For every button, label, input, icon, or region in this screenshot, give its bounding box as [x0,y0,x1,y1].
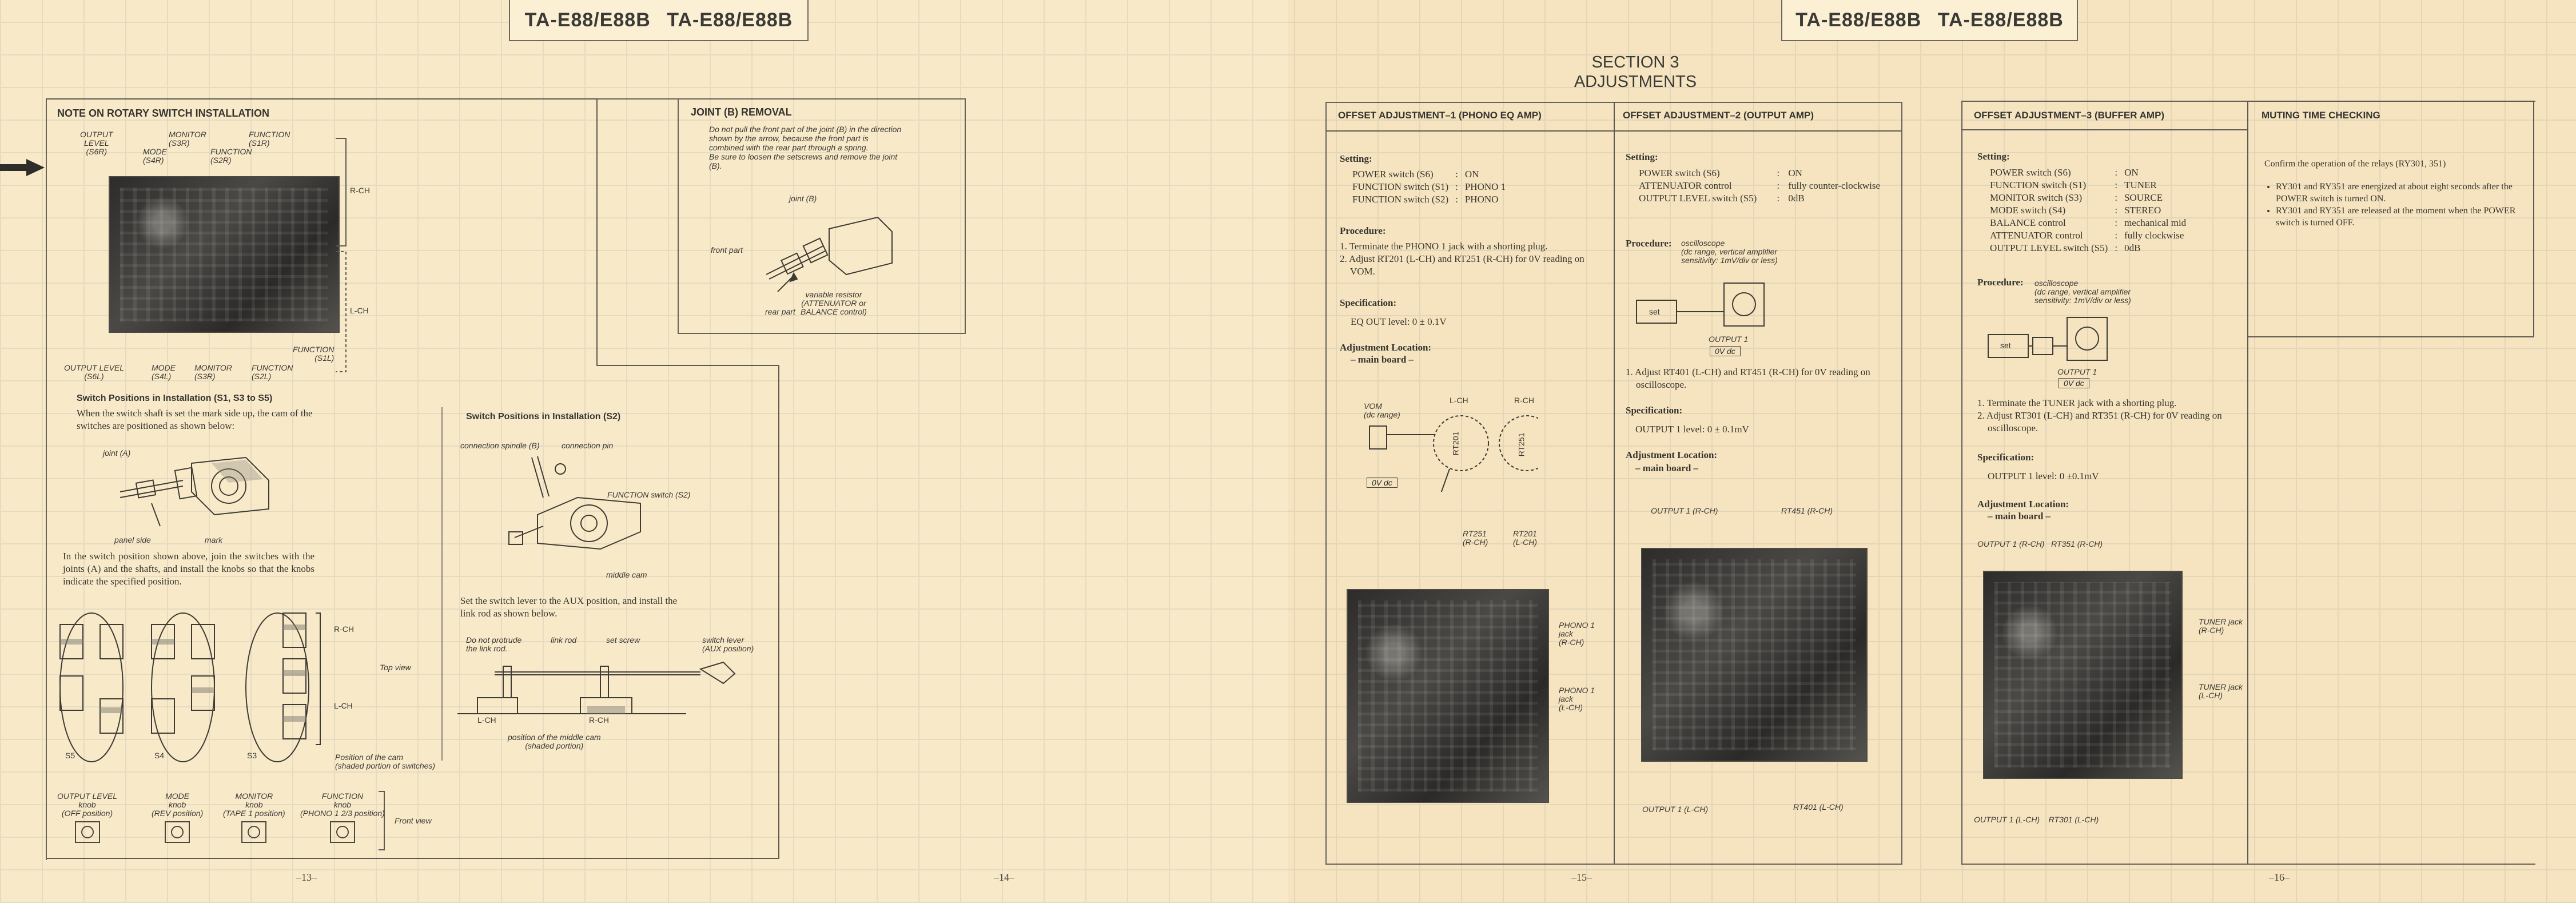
label-link-rod: link rod [551,635,577,645]
label-function-s2l: FUNCTION (S2L) [252,363,293,381]
knob-item [223,792,285,843]
oscilloscope-diagram-2 [1635,275,1767,337]
offset1-spec-value: EQ OUT level: 0 ± 0.1V [1351,316,1447,327]
label-bubble-lch: L-CH [1450,396,1468,405]
offset2-setting-colon: : [1777,193,1780,204]
link-rod-diagram [455,652,746,738]
switch-positions-text: When the switch shaft is set the mark side up, the cam of the switches are positioned as shown below: [77,408,313,431]
knob-item [152,792,203,843]
offset1-setting-row [1352,181,1506,193]
offset3-setting-colon: : [2115,205,2118,216]
knob-sub: knob [78,800,96,809]
offset2-setting-value: fully counter-clockwise [1788,180,1880,191]
offset1-location-label: Adjustment Location: [1340,342,1432,353]
offset3-setting-row [1990,204,2186,217]
label-bubble-rch: R-CH [1514,396,1534,405]
label-middle-cam: middle cam [606,570,647,579]
offset2-setting-colon: : [1777,180,1780,191]
offset3-setting-colon: : [2115,167,2118,178]
muting-bullets [2253,181,2536,229]
knob-pos: (TAPE 1 position) [223,809,285,818]
offset2-setting-key: OUTPUT LEVEL switch (S5) [1639,193,1757,204]
muting-intro: Confirm the operation of the relays (RY301, 351) [2264,159,2446,169]
offset2-setting-row [1639,167,1890,180]
label-phono-r: PHONO 1 jack (R-CH) [1559,620,1595,647]
knob-pos: (PHONO 1 2/3 position) [300,809,385,818]
offset3-setting-colon: : [2115,180,2118,190]
offset2-setting-value: ON [1788,168,1802,178]
offset2-title: OFFSET ADJUSTMENT–2 (OUTPUT AMP) [1623,110,1814,121]
offset3-setting-key: MONITOR switch (S3) [1990,192,2083,203]
knob-item [57,792,117,843]
label-rt451: RT451 (R-CH) [1781,506,1833,515]
offset3-setting-colon: : [2115,242,2118,253]
label-oscilloscope-3: oscilloscope (dc range, vertical amplifier sensitivity: 1mV/div or less) [2034,279,2131,305]
label-front-part: front part [711,245,743,254]
offset1-procedure-label: Procedure: [1340,225,1386,236]
label-top-view: Top view [380,663,411,672]
offset3-setting-row [1990,229,2186,242]
knob-name: OUTPUT LEVEL [57,791,118,801]
label-switch-lever: switch lever (AUX position) [702,635,754,653]
label-middle-cam-position: position of the middle cam (shaded portion) [508,733,601,750]
label-set-2: set [1649,307,1660,316]
label-output1-2: OUTPUT 1 [1709,335,1749,344]
offset3-setting-value: TUNER [2124,180,2157,190]
knob-sub: knob [245,800,263,809]
rotary-title: NOTE ON ROTARY SWITCH INSTALLATION [57,108,269,119]
rch-lch-bracket [335,137,363,377]
label-variable-resistor: variable resistor (ATTENUATOR or BALANCE control) [801,290,867,316]
offset3-setting-label: Setting: [1977,151,2010,162]
label-out1-l-3: OUTPUT 1 (L-CH) RT301 (L-CH) [1974,815,2099,824]
offset3-setting-value: fully clockwise [2124,230,2184,241]
offset3-setting-colon: : [2115,192,2118,203]
s2-text: Set the switch lever to the AUX position, and install the link rod as shown below. [460,595,678,619]
arrow-right-icon [0,159,45,176]
label-rch-cam: R-CH [334,624,354,634]
offset1-title: OFFSET ADJUSTMENT–1 (PHONO EQ AMP) [1338,110,1542,121]
offset3-setting-key: BALANCE control [1990,217,2066,228]
muting-title: MUTING TIME CHECKING [2262,110,2380,121]
label-function-s1r: FUNCTION (S1R) [249,130,290,148]
offset3-procedure-label: Procedure: [1977,277,2024,288]
offset2-zero-dc [1710,346,1741,357]
offset1-step: 2. Adjust RT201 (L-CH) and RT251 (R-CH) for 0V reading on VOM. [1340,253,1584,277]
offset3-setting-row [1990,179,2186,192]
knob-icon [165,821,190,843]
label-lch-cam: L-CH [334,701,353,710]
label-joint-b: joint (B) [789,194,817,203]
page-number-15: –15– [1571,872,1592,883]
offset2-setting-row [1639,192,1890,205]
offset3-setting-row [1990,217,2186,229]
label-mode-r: MODE (S4R) [143,147,167,165]
label-s4: S4 [154,751,165,760]
joint-b-title: JOINT (B) REMOVAL [691,106,792,118]
offset2-board: – main board – [1635,463,1699,474]
cam-positions-diagram [51,607,383,767]
offset3-setting-value: 0dB [2124,242,2141,253]
offset2-step: 1. Adjust RT401 (L-CH) and RT451 (R-CH) for 0V reading on oscilloscope. [1626,367,1870,390]
label-front-view: Front view [395,816,432,825]
label-rear-part: rear part [765,307,795,316]
label-out1-r-3: OUTPUT 1 (R-CH) RT351 (R-CH) [1977,539,2103,548]
section-title [1521,53,1750,92]
offset2-board-photo [1641,548,1868,762]
section-name: ADJUSTMENTS [1574,73,1697,91]
header-right: TA-E88/E88B TA-E88/E88B [1781,0,2078,41]
label-phono-l: PHONO 1 jack (L-CH) [1559,686,1595,712]
label-rt401: RT401 (L-CH) [1793,802,1844,811]
offset1-setting-colon: : [1455,194,1458,205]
offset3-setting-key: FUNCTION switch (S1) [1990,180,2087,190]
offset2-spec-value: OUTPUT 1 level: 0 ± 0.1mV [1635,424,1749,435]
offset2-spec-label: Specification: [1626,405,1683,416]
knob-icon [75,821,100,843]
label-set-screw: set screw [606,635,640,645]
label-lch: L-CH [350,306,369,315]
label-lch-link: L-CH [477,715,496,725]
knob-sub: knob [168,800,186,809]
label-tuner-r: TUNER jack (R-CH) [2199,617,2243,635]
offset3-board-photo [1983,571,2183,779]
rotary-switch-photo [109,176,340,333]
offset2-procedure-label: Procedure: [1626,238,1672,249]
offset3-settings-table [1990,166,2186,254]
offset2-setting-label: Setting: [1626,152,1658,162]
joint-b-diagram [755,206,909,292]
label-rch-link: R-CH [589,715,609,725]
label-monitor-l: MONITOR (S3R) [194,363,232,381]
offset3-setting-colon: : [2115,230,2118,241]
section-number: SECTION 3 [1591,53,1679,71]
offset3-step: 2. Adjust RT301 (L-CH) and RT351 (R-CH) for 0V reading on oscilloscope. [1977,410,2222,433]
offset1-setting-key: FUNCTION switch (S2) [1352,194,1449,205]
offset3-setting-value: SOURCE [2124,192,2163,203]
offset1-zero-dc [1367,478,1398,488]
offset1-steps [1340,240,1591,278]
label-oscilloscope-2: oscilloscope (dc range, vertical amplifier sensitivity: 1mV/div or less) [1681,238,1778,265]
offset3-step: 1. Terminate the TUNER jack with a shorting plug. [1977,397,2177,408]
label-do-not-protrude: Do not protrude the link rod. [466,635,522,653]
offset3-setting-row [1990,192,2186,204]
label-connection-pin: connection pin [562,441,614,450]
label-rt251: RT251 (R-CH) [1463,529,1488,547]
front-view-bracket [377,790,395,853]
label-cam-position: Position of the cam (shaded portion of switches) [335,753,436,770]
offset2-setting-colon: : [1777,168,1780,178]
offset1-settings-table [1352,168,1506,206]
offset1-board: – main board – [1351,354,1414,365]
offset1-setting-row [1352,168,1506,181]
page-number-16: –16– [2269,872,2290,883]
offset2-steps [1626,366,1877,391]
offset3-setting-value: mechanical mid [2124,217,2187,228]
label-output1-3: OUTPUT 1 [2057,367,2097,376]
offset1-setting-label: Setting: [1340,153,1372,164]
label-out1-r-2: OUTPUT 1 (R-CH) [1651,506,1718,515]
label-bubble-rt201: RT201 [1451,431,1460,456]
label-mark: mark [205,535,223,544]
page-number-14: –14– [994,872,1014,883]
label-s3: S3 [247,751,257,760]
label-monitor-r: MONITOR (S3R) [169,130,206,148]
offset2-location-label: Adjustment Location: [1626,449,1718,460]
knob-name: FUNCTION [321,791,364,801]
header-left: TA-E88/E88B TA-E88/E88B [509,0,809,41]
label-function-s1l: FUNCTION (S1L) [293,345,335,363]
offset1-setting-key: FUNCTION switch (S1) [1352,181,1449,192]
offset2-setting-key: POWER switch (S6) [1639,168,1720,178]
offset3-setting-value: ON [2124,167,2139,178]
offset3-setting-key: MODE switch (S4) [1990,205,2066,216]
offset2-setting-key: ATTENUATOR control [1639,180,1732,191]
knob-icon [330,821,355,843]
offset3-spec-label: Specification: [1977,452,2034,463]
offset1-step: 1. Terminate the PHONO 1 jack with a shorting plug. [1340,241,1548,252]
label-output-level-l: OUTPUT LEVEL (S6L) [64,363,125,381]
offset2-setting-value: 0dB [1788,193,1805,204]
zero-dc-label-2: 0V dc [1710,346,1741,356]
label-connection-spindle: connection spindle (B) [460,441,540,450]
offset1-setting-value: PHONO 1 [1464,181,1506,192]
knob-icon [241,821,266,843]
zero-dc-label-3: 0V dc [2059,378,2089,388]
muting-bullet: • RY301 and RY351 are released at the moment when the POWER switch is turned OFF. [2276,205,2536,229]
offset1-setting-key: POWER switch (S6) [1352,169,1434,180]
offset3-setting-row [1990,242,2186,254]
offset1-spec-label: Specification: [1340,297,1397,308]
offset1-setting-value: PHONO [1464,194,1499,205]
label-set-3: set [2000,341,2011,350]
offset3-setting-row [1990,166,2186,179]
offset3-setting-key: POWER switch (S6) [1990,167,2071,178]
label-bubble-rt251: RT251 [1516,432,1526,457]
label-function-s2r: FUNCTION (S2R) [210,147,252,165]
s2-switch-diagram [503,452,680,578]
joint-b-note: Do not pull the front part of the joint (B) in the direction shown by the arrow, because the front part is combined with the rear part through a spring. Be sure to loosen the setscrews and remove the joint (B). [709,125,902,170]
knob-pos: (REV position) [152,809,204,818]
offset3-setting-key: OUTPUT LEVEL switch (S5) [1990,242,2108,253]
offset1-setting-row [1352,193,1506,206]
label-joint-a: joint (A) [103,448,131,458]
label-function-switch-s2: FUNCTION switch (S2) [607,490,691,499]
offset3-zero-dc [2059,378,2089,389]
muting-bullet: • RY301 and RY351 are energized at about eight seconds after the POWER switch is turned ON. [2276,181,2536,205]
offset1-setting-colon: : [1455,181,1458,192]
offset2-settings-table [1639,167,1890,205]
offset3-title: OFFSET ADJUSTMENT–3 (BUFFER AMP) [1974,110,2165,121]
offset3-setting-colon: : [2115,217,2118,228]
label-output-level-r: OUTPUT LEVEL (S6R) [80,130,113,156]
offset3-board: – main board – [1988,511,2051,522]
offset3-steps [1977,397,2229,435]
label-mode-l: MODE (S4L) [152,363,176,381]
knob-pos: (OFF position) [61,809,113,818]
knob-name: MODE [165,791,190,801]
page-number-13: –13– [296,872,317,883]
offset3-spec-value: OUTPUT 1 level: 0 ±0.1mV [1988,471,2099,482]
label-rt201: RT201 (L-CH) [1513,529,1537,547]
offset1-setting-value: ON [1464,169,1479,180]
offset3-setting-key: ATTENUATOR control [1990,230,2083,241]
offset3-setting-value: STEREO [2124,205,2161,216]
knob-name: MONITOR [235,791,273,801]
label-s5: S5 [65,751,75,760]
offset1-setting-colon: : [1455,169,1458,180]
label-tuner-l: TUNER jack (L-CH) [2199,682,2243,700]
knob-item [300,792,385,843]
s2-heading: Switch Positions in Installation (S2) [466,412,621,421]
label-panel-side: panel side [114,535,151,544]
label-rch: R-CH [350,186,370,195]
switch-positions-heading: Switch Positions in Installation (S1, S3 to S5) [77,393,273,403]
offset2-setting-row [1639,180,1890,192]
offset1-board-photo [1347,589,1549,803]
label-out1-l-2: OUTPUT 1 (L-CH) [1642,805,1709,814]
offset3-location-label: Adjustment Location: [1977,499,2069,510]
knob-sub: knob [333,800,352,809]
zero-dc-label: 0V dc [1367,478,1398,488]
install-text: In the switch position shown above, join the switches with the joints (A) and the shafts, and install the knobs so that the knobs indicate the specified position. [63,551,314,587]
label-vom: VOM (dc range) [1364,401,1400,419]
